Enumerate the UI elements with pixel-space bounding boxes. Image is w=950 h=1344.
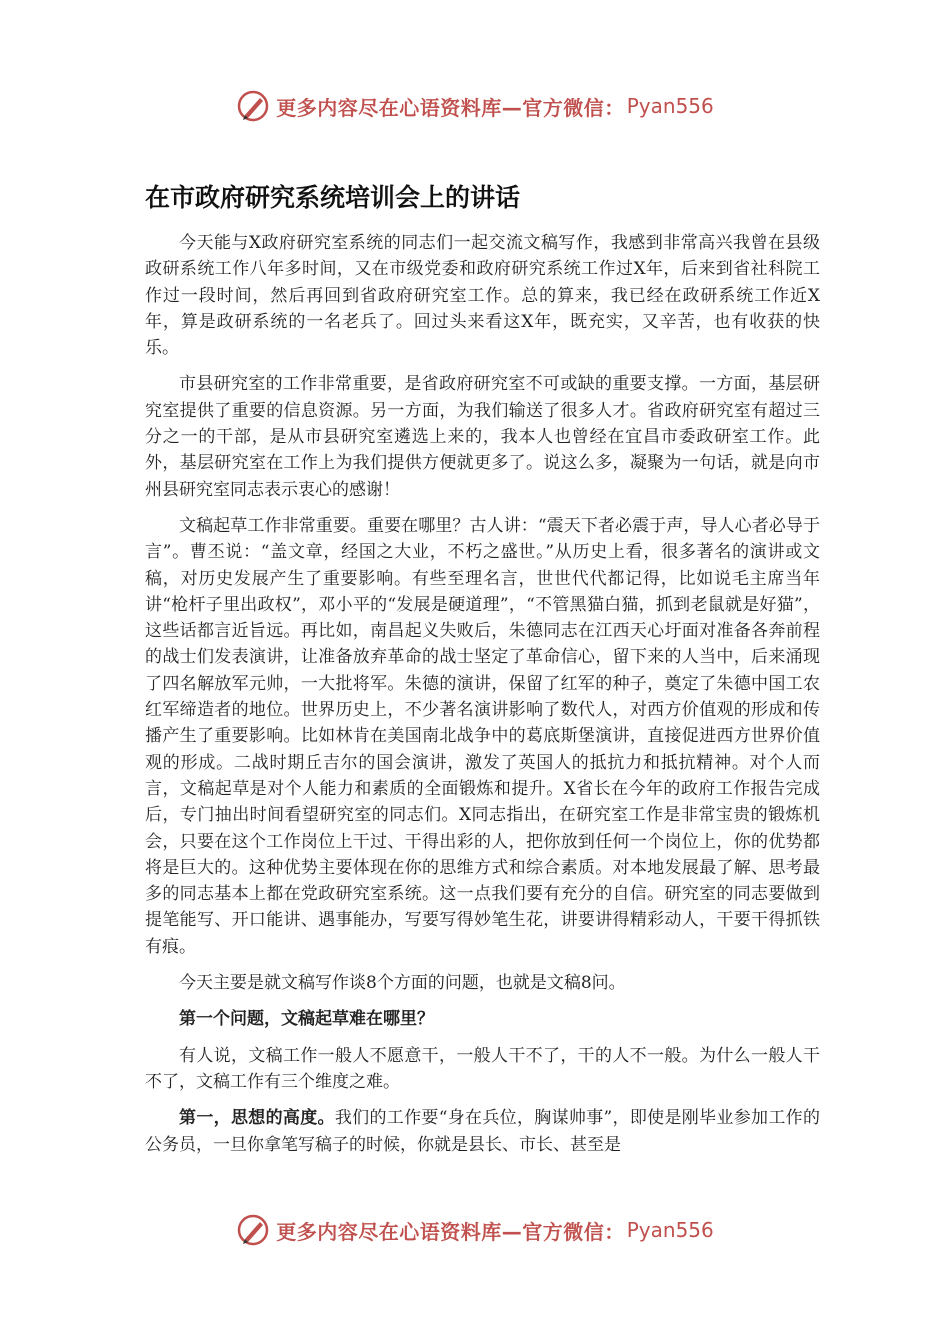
banner-wechat-id: Pyan556: [626, 94, 714, 118]
paragraph-3: 文稿起草工作非常重要。重要在哪里？古人讲：“震天下者必震于声，导人心者必导于言”。曹丕说：“盖文章，经国之大业，不朽之盛世。”从历史上看，很多著名的演讲或文稿，对历史发展产生了重要影响。有些至理名言，世世代代都记得，比如说毛主席当年讲“枪杆子里出政权”，邓小平的“发展是硬道理”，“不管黑猫白猫，抓到老鼠就是好猫”，这些话都言近旨远。再比如，南昌起义失败后，朱德同志在江西天心圩面对准备各奔前程的战士们发表演讲，让准备放弃革命的战士坚定了革命信心，留下来的人当中，后来涌现了四名解放军元帅，一大批将军。朱德的演讲，保留了红军的种子，奠定了朱德中国工农红军缔造者的地位。世界历史上，不少著名演讲影响了数代人，对西方价值观的形成和传播产生了重要影响。比如林肯在美国南北战争中的葛底斯堡演讲，直接促进西方世界价值观的形成。二战时期丘吉尔的国会演讲，激发了英国人的抵抗力和抵抗精神。对个人而言，文稿起草是对个人能力和素质的全面锻炼和提升。X省长在今年的政府工作报告完成后，专门抽出时间看望研究室的同志们。X同志指出，在研究室工作是非常宝贵的锻炼机会，只要在这个工作岗位上干过、干得出彩的人，把你放到任何一个岗位上，你的优势都将是巨大的。这种优势主要体现在你的思维方式和综合素质。对本地发展最了解、思考最多的同志基本上都在党政研究室系统。这一点我们要有充分的自信。研究室的同志要做到提笔能写、开口能讲、遇事能办，写要写得妙笔生花，讲要讲得精彩动人，干要干得抓铁有痕。: [145, 515, 820, 957]
banner-text: 更多内容尽在心语资料库—官方微信：: [276, 95, 625, 120]
paragraph-6-lead: 第一，思想的高度。: [179, 1108, 335, 1129]
paragraph-6-text: 我们的工作要“身在兵位，胸谋帅事”，即使是刚毕业参加工作的公务员，一旦你拿笔写稿子的时候，你就是县长、市长、甚至是: [145, 1108, 820, 1155]
paragraph-2: 市县研究室的工作非常重要，是省政府研究室不可或缺的重要支撑。一方面，基层研究室提供了重要的信息资源。另一方面，为我们输送了很多人才。省政府研究室有超过三分之一的干部，是从市县研究室遴选上来的，我本人也曾经在宜昌市委政研室工作。此外，基层研究室在工作上为我们提供方便就更多了。说这么多，凝聚为一句话，就是向市州县研究室同志表示衷心的感谢！: [145, 374, 820, 500]
footer-banner: [0, 1210, 950, 1250]
page-title: 在市政府研究系统培训会上的讲话: [145, 183, 521, 212]
pen-logo-icon: [236, 89, 270, 123]
banner-text: 更多内容尽在心语资料库—官方微信：: [276, 1219, 625, 1244]
paragraph-4: 今天主要是就文稿写作谈8个方面的问题，也就是文稿8问。: [179, 973, 626, 994]
section-heading: 第一个问题，文稿起草难在哪里？: [179, 1009, 434, 1030]
paragraph-1: 今天能与X政府研究室系统的同志们一起交流文稿写作，我感到非常高兴我曾在县级政研系统工作八年多时间，又在市级党委和政府研究系统工作过X年，后来到省社科院工作过一段时间，然后再回到省政府研究室工作。总的算来，我已经在政研系统工作近X年，算是政研系统的一名老兵了。回过头来看这X年，既充实，又辛苦，也有收获的快乐。: [145, 233, 820, 359]
paragraph-6: [145, 1105, 820, 1158]
document-body: [145, 230, 820, 1168]
paragraph-5: 有人说，文稿工作一般人不愿意干，一般人干不了，干的人不一般。为什么一般人干不了，文稿工作有三个维度之难。: [145, 1045, 820, 1092]
header-banner: [0, 86, 950, 126]
banner-wechat-id: Pyan556: [626, 1218, 714, 1242]
pen-logo-icon: [236, 1213, 270, 1247]
